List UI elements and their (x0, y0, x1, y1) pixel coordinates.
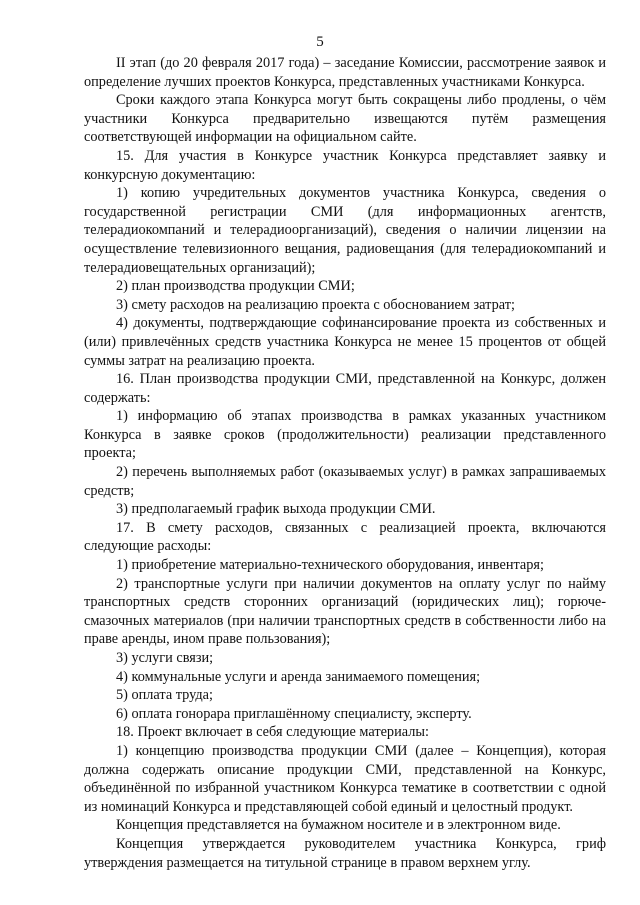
paragraph-item-16-2: 2) перечень выполняемых работ (оказываемых услуг) в рамках запрашиваемых средств; (84, 464, 606, 499)
paragraph-item-15-2: 2) план производства продукции СМИ; (116, 278, 355, 295)
paragraph-item-17-5: 5) оплата труда; (116, 687, 213, 704)
paragraph-item-18-1: 1) концепцию производства продукции СМИ (далее – Концепция), которая должна содержать описание продукции СМИ, представленной на Конкурс, объединённой по избранной участником Конкурса тематике в соответствии с одной из номинаций Конкурса и представляющей собой единый и целостный продукт. (84, 742, 606, 815)
paragraph-item-15-1: 1) копию учредительных документов участника Конкурса, сведения о государственной регистрации СМИ (для информационных агентств, телерадиокомпаний и телерадиоорганизаций), сведения о наличии лицензии на осуществление телевизионного вещания, радиовещания (для телерадиокомпаний и телерадиовещательных организаций); (84, 185, 606, 276)
paragraph-concept-approval: Концепция утверждается руководителем участника Конкурса, гриф утверждения размещается на титульной странице в правом верхнем углу. (84, 835, 606, 871)
paragraph-item-18: 18. Проект включает в себя следующие материалы: (116, 724, 429, 741)
paragraph-stage-terms: Сроки каждого этапа Конкурса могут быть сокращены либо продлены, о чём участники Конкурса предварительно извещаются путём размещения соответствующей информации на официальном сайте. (84, 92, 606, 146)
paragraph-item-16-1: 1) информацию об этапах производства в рамках указанных участником Конкурса в заявке сроков (продолжительности) реализации представленного проекта; (84, 408, 606, 462)
document-body (84, 54, 606, 872)
paragraph-item-15-3: 3) смету расходов на реализацию проекта с обоснованием затрат; (116, 296, 515, 313)
paragraph-item-17-2: 2) транспортные услуги при наличии документов на оплату услуг по найму транспортных средств сторонних организаций (юридических лиц); горюче-смазочных материалов (при наличии транспортных средств в собственности либо на праве аренды, ином праве пользования); (84, 575, 606, 648)
paragraph-item-17-4: 4) коммунальные услуги и аренда занимаемого помещения; (116, 668, 481, 685)
paragraph-item-17: 17. В смету расходов, связанных с реализацией проекта, включаются следующие расходы: (84, 519, 606, 555)
paragraph-item-17-1: 1) приобретение материально-технического оборудования, инвентаря; (116, 557, 544, 574)
paragraph-item-15-4: 4) документы, подтверждающие софинансирование проекта из собственных и (или) привлечённых средств участника Конкурса не менее 15 процентов от общей суммы затрат на реализацию проекта. (84, 315, 606, 369)
paragraph-concept-format: Концепция представляется на бумажном носителе и в электронном виде. (116, 817, 561, 834)
paragraph-item-16-3: 3) предполагаемый график выхода продукции СМИ. (116, 501, 436, 518)
paragraph-item-16: 16. План производства продукции СМИ, представленной на Конкурс, должен содержать: (84, 371, 606, 406)
paragraph-stage-2: II этап (до 20 февраля 2017 года) – заседание Комиссии, рассмотрение заявок и определение лучших проектов Конкурса, представленных участниками Конкурса. (84, 55, 606, 90)
paragraph-item-17-6: 6) оплата гонорара приглашённому специалисту, эксперту. (116, 705, 472, 722)
paragraph-item-17-3: 3) услуги связи; (116, 650, 214, 666)
page-number: 5 (316, 34, 324, 50)
paragraph-item-15: 15. Для участия в Конкурсе участник Конкурса представляет заявку и конкурсную документацию: (84, 147, 606, 183)
